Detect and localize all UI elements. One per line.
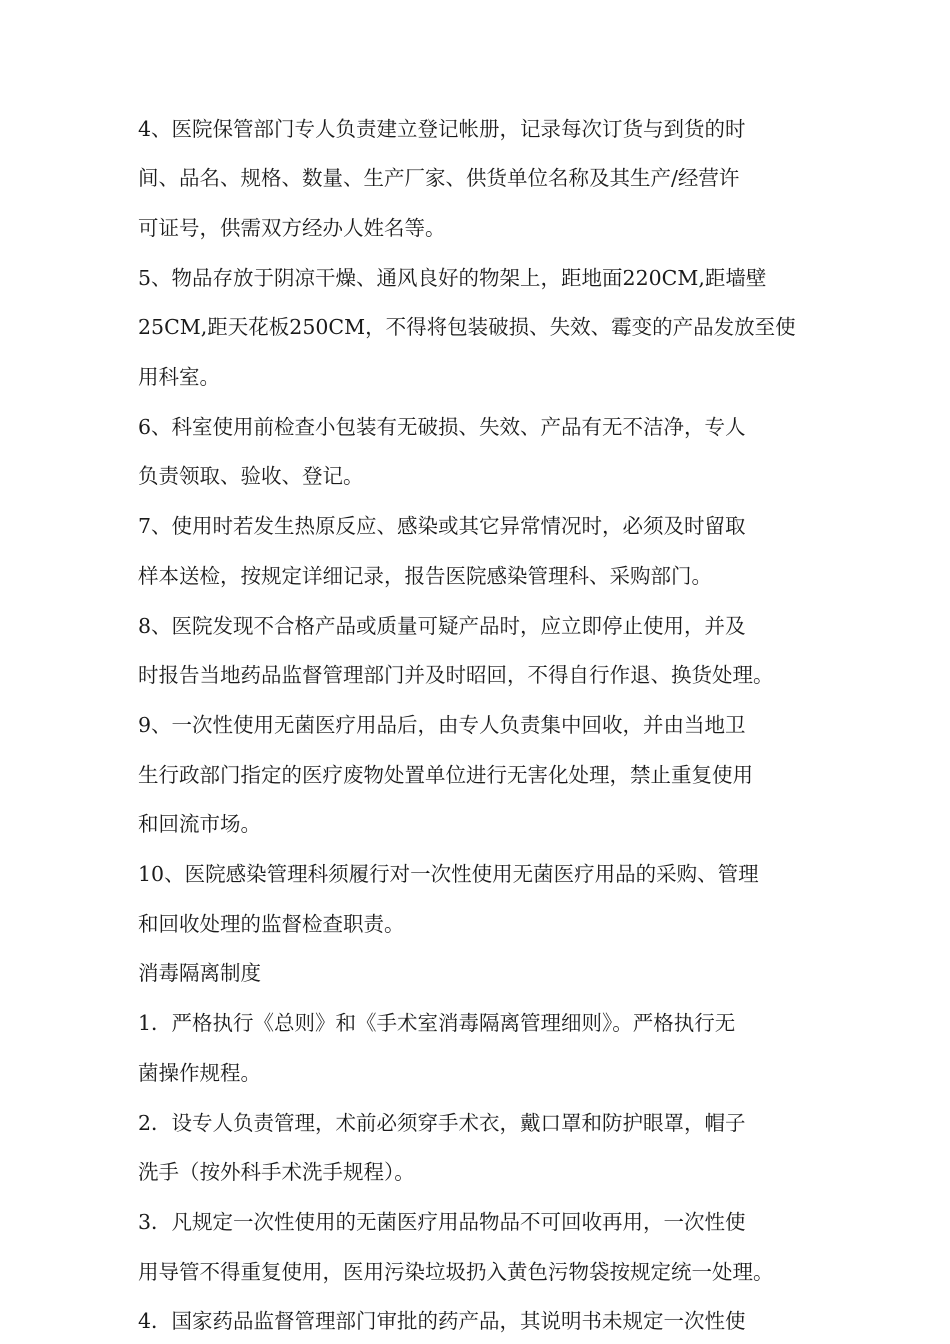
text-line: 用导管不得重复使用，医用污染垃圾扔入黄色污物袋按规定统一处理。 [138, 1260, 774, 1284]
text-line: 25CM,距天花板250CM，不得将包装破损、失效、霉变的产品发放至使 [138, 315, 796, 339]
text-line: 10、医院感染管理科须履行对一次性使用无菌医疗用品的采购、管理 [138, 862, 759, 886]
text-line: 菌操作规程。 [138, 1061, 261, 1085]
text-line: 可证号，供需双方经办人姓名等。 [138, 216, 446, 240]
text-line: 3．凡规定一次性使用的无菌医疗用品物品不可回收再用，一次性使 [138, 1210, 746, 1234]
text-line: 7、使用时若发生热原反应、感染或其它异常情况时，必须及时留取 [138, 514, 746, 538]
text-line: 和回流市场。 [138, 812, 261, 836]
text-line: 负责领取、验收、登记。 [138, 464, 364, 488]
section-heading: 消毒隔离制度 [138, 961, 261, 985]
text-line: 8、医院发现不合格产品或质量可疑产品时，应立即停止使用，并及 [138, 614, 746, 638]
text-line: 4、医院保管部门专人负责建立登记帐册，记录每次订货与到货的时 [138, 117, 746, 141]
text-line: 和回收处理的监督检查职责。 [138, 912, 405, 936]
text-line: 1．严格执行《总则》和《手术室消毒隔离管理细则》。严格执行无 [138, 1011, 736, 1035]
text-line: 洗手（按外科手术洗手规程）。 [138, 1160, 415, 1184]
text-line: 用科室。 [138, 365, 220, 389]
text-line: 6、科室使用前检查小包装有无破损、失效、产品有无不洁净，专人 [138, 415, 746, 439]
text-line: 间、品名、规格、数量、生产厂家、供货单位名称及其生产/经营许 [138, 166, 740, 190]
text-line: 2．设专人负责管理，术前必须穿手术衣，戴口罩和防护眼罩，帽子 [138, 1111, 746, 1135]
text-line: 4．国家药品监督管理部门审批的药产品，其说明书未规定一次性使 [138, 1309, 746, 1333]
text-line: 5、物品存放于阴凉干燥、通风良好的物架上，距地面220CM,距墙壁 [138, 266, 767, 290]
text-line: 样本送检，按规定详细记录，报告医院感染管理科、采购部门。 [138, 564, 712, 588]
text-line: 时报告当地药品监督管理部门并及时昭回，不得自行作退、换货处理。 [138, 663, 774, 687]
text-line: 9、一次性使用无菌医疗用品后，由专人负责集中回收，并由当地卫 [138, 713, 746, 737]
text-line: 生行政部门指定的医疗废物处置单位进行无害化处理，禁止重复使用 [138, 763, 753, 787]
